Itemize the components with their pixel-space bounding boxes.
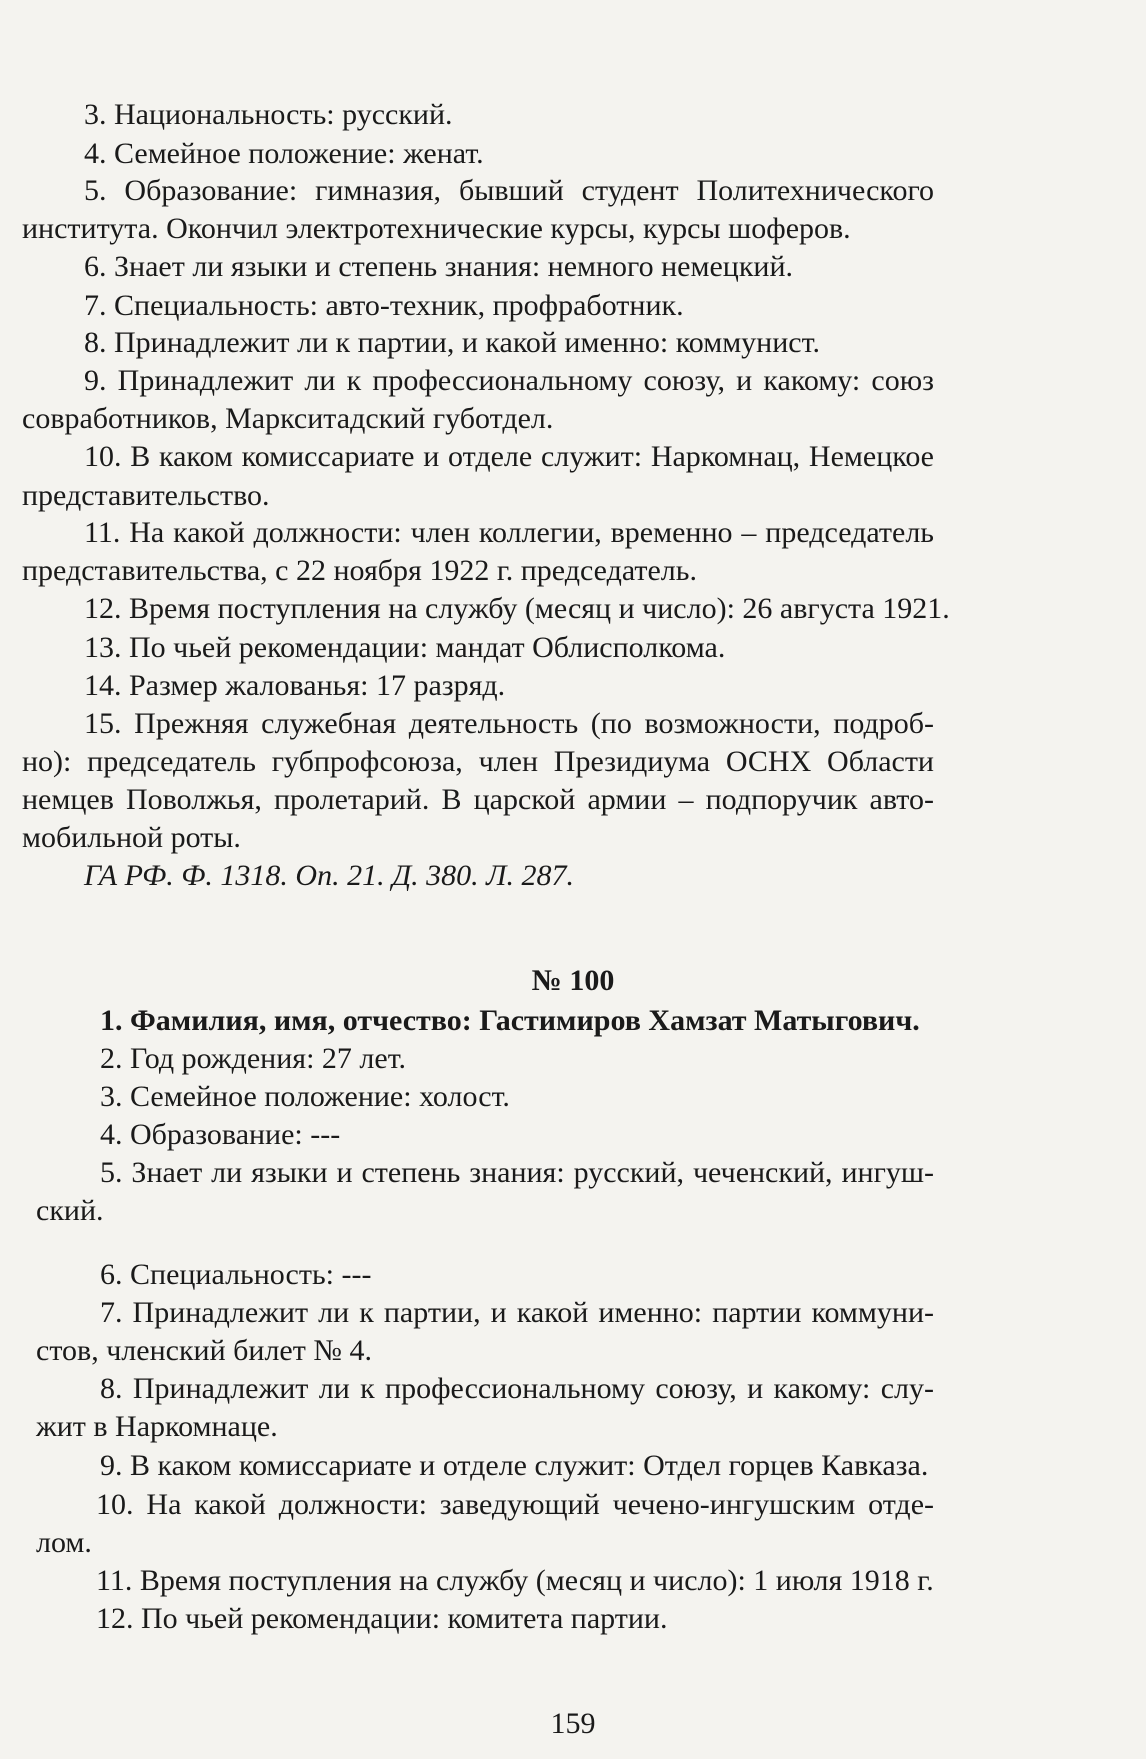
- doc2-line-5: 5. Знает ли языки и степень знания: русский, чеченский, ингуш-: [100, 1156, 934, 1189]
- doc1-line-7: 8. Принадлежит ли к партии, и какой именно: коммунист.: [84, 326, 820, 359]
- doc2-line-14: лом.: [36, 1526, 92, 1559]
- doc2-line-13: 10. На какой должности: заведующий чечено-ингушским отде-: [96, 1488, 934, 1521]
- doc1-line-10: 10. В каком комиссариате и отделе служит: Наркомнац, Немецкое: [84, 440, 934, 473]
- doc2-line-3: 3. Семейное положение: холост.: [100, 1080, 510, 1113]
- doc2-line-7: 6. Специальность: ---: [100, 1258, 372, 1291]
- doc2-line-8: 7. Принадлежит ли к партии, и какой именно: партии коммуни-: [100, 1296, 934, 1329]
- doc2-line-4: 4. Образование: ---: [100, 1118, 341, 1151]
- doc1-line-11: представительство.: [22, 479, 270, 512]
- doc1-line-8: 9. Принадлежит ли к профессиональному союзу, и какому: союз: [84, 364, 934, 397]
- page-number: 159: [550, 1707, 596, 1740]
- document-number-heading: № 100: [531, 964, 615, 997]
- doc2-line-15: 11. Время поступления на службу (месяц и число): 1 июля 1918 г.: [96, 1564, 934, 1597]
- doc2-line-2: 2. Год рождения: 27 лет.: [100, 1042, 407, 1075]
- doc1-line-5: 6. Знает ли языки и степень знания: немного немецкий.: [84, 250, 794, 283]
- doc1-line-2: 4. Семейное положение: женат.: [84, 137, 484, 170]
- doc1-line-6: 7. Специальность: авто-техник, профработник.: [84, 289, 684, 322]
- doc2-line-1: 1. Фамилия, имя, отчество: Гастимиров Хамзат Матыгович.: [100, 1004, 920, 1037]
- doc1-line-20: мобильной роты.: [22, 821, 241, 854]
- doc2-line-16: 12. По чьей рекомендации: комитета партии.: [96, 1602, 668, 1635]
- doc2-line-11: жит в Наркомнаце.: [36, 1410, 278, 1443]
- doc1-line-17: 15. Прежняя служебная деятельность (по возможности, подроб-: [84, 707, 934, 740]
- doc2-line-12: 9. В каком комиссариате и отделе служит: Отдел горцев Кавказа.: [100, 1449, 929, 1482]
- doc1-line-9: совработников, Маркситадский губотдел.: [22, 402, 554, 435]
- doc1-line-12: 11. На какой должности: член коллегии, временно – председатель: [84, 516, 934, 549]
- doc2-line-6: ский.: [36, 1194, 104, 1227]
- doc1-line-15: 13. По чьей рекомендации: мандат Облисполкома.: [84, 631, 726, 664]
- doc1-line-4: института. Окончил электротехнические курсы, курсы шоферов.: [22, 212, 851, 245]
- doc2-line-10: 8. Принадлежит ли к профессиональному союзу, и какому: слу-: [100, 1372, 934, 1405]
- doc1-line-19: немцев Поволжья, пролетарий. В царской армии – подпоручик авто-: [22, 783, 934, 816]
- doc1-line-14: 12. Время поступления на службу (месяц и число): 26 августа 1921.: [84, 592, 950, 625]
- doc1-line-1: 3. Национальность: русский.: [84, 98, 453, 131]
- doc1-line-18: но): председатель губпрофсоюза, член Президиума ОСНХ Области: [22, 745, 934, 778]
- doc1-line-16: 14. Размер жалованья: 17 разряд.: [84, 669, 506, 702]
- doc1-line-13: представительства, с 22 ноября 1922 г. председатель.: [22, 554, 697, 587]
- doc1-line-3: 5. Образование: гимназия, бывший студент Политехнического: [84, 174, 934, 207]
- doc1-archive-source: ГА РФ. Ф. 1318. Оп. 21. Д. 380. Л. 287.: [84, 859, 574, 892]
- doc2-line-9: стов, членский билет № 4.: [36, 1334, 372, 1367]
